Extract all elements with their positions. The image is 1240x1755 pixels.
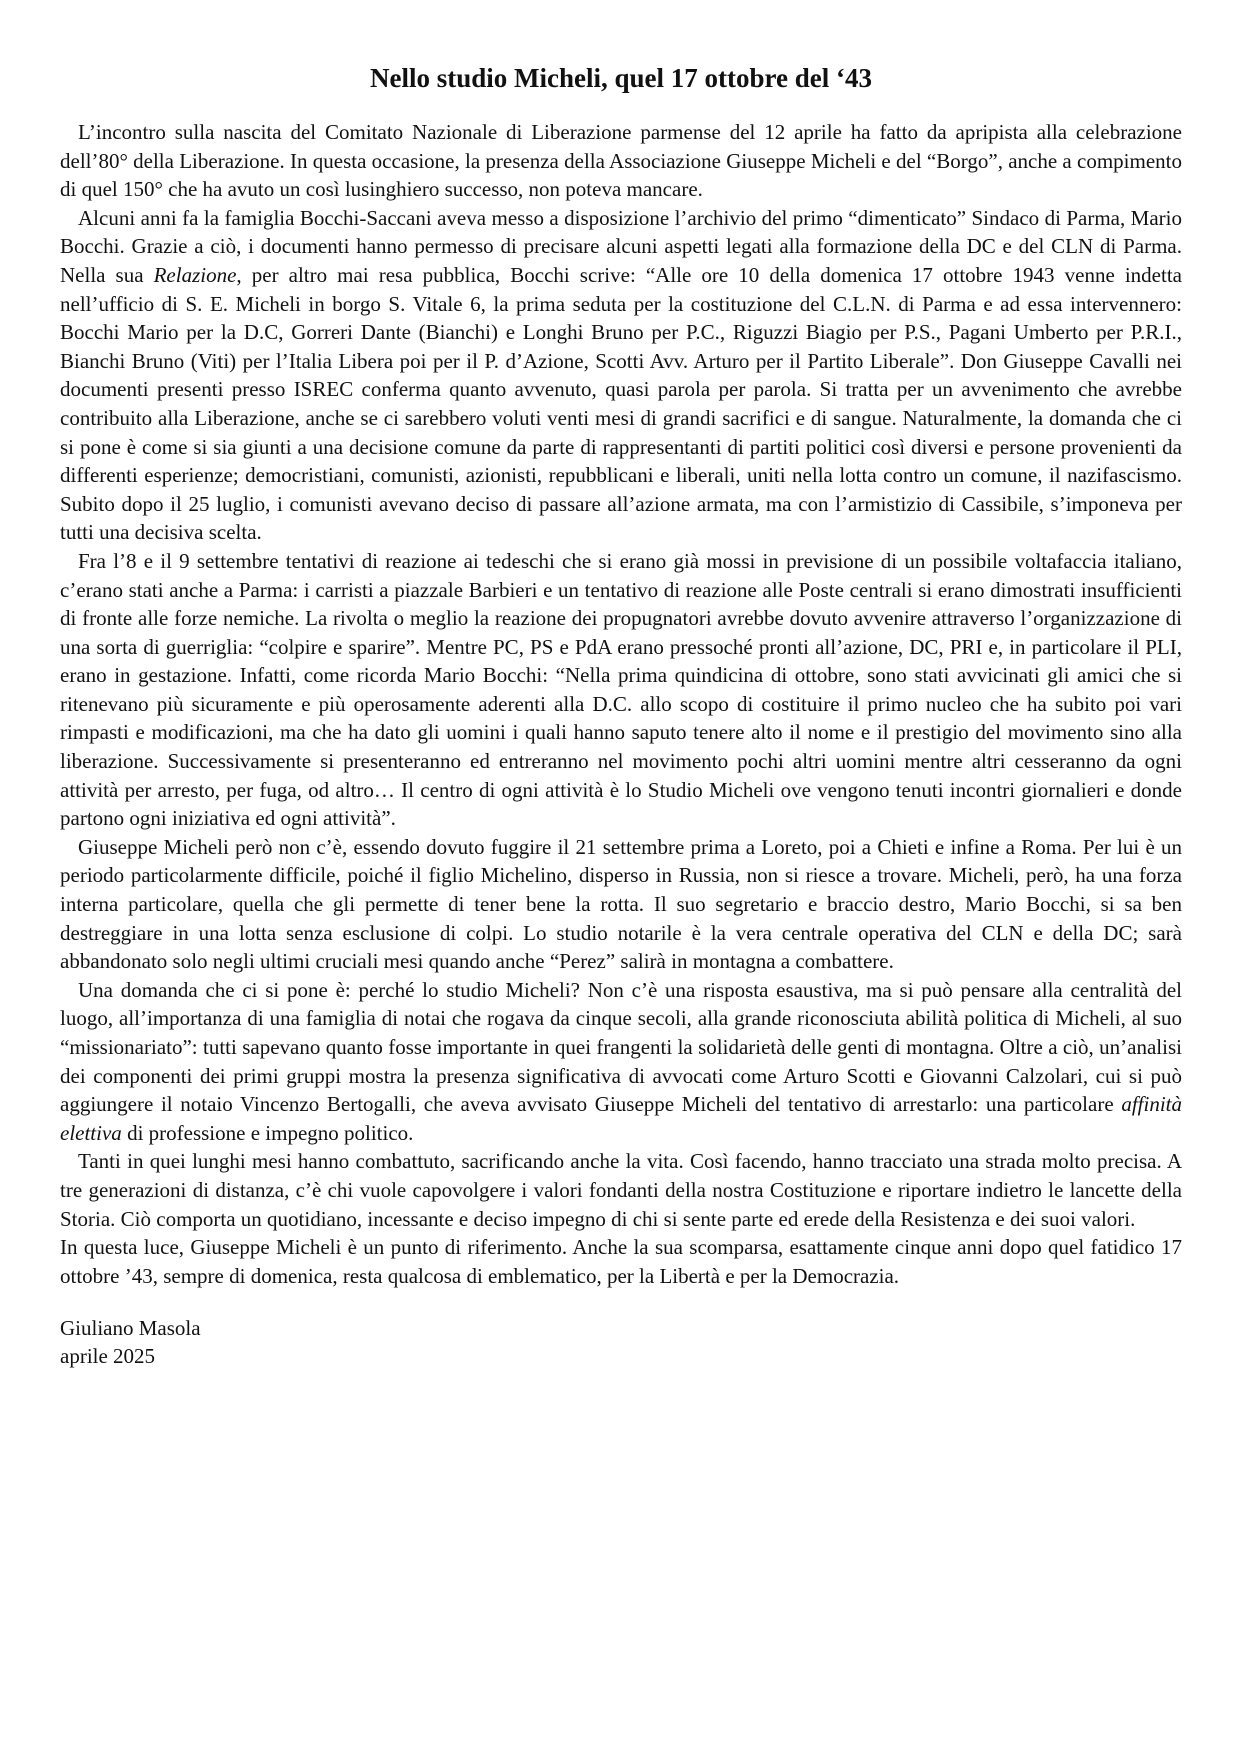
paragraph-5-italic: affinità elettiva [60, 1092, 1182, 1145]
paragraph-4 [60, 833, 1182, 976]
paragraph-2-italic: Relazione [153, 262, 237, 287]
signature-block [60, 1314, 1182, 1370]
paragraph-3 [60, 547, 1182, 833]
paragraph-1 [60, 118, 1182, 204]
paragraph-2 [60, 204, 1182, 547]
paragraph-5-text-end: di professione e impegno politico. [121, 1120, 414, 1145]
paragraph-7 [60, 1233, 1182, 1290]
paragraph-1-text: L’incontro sulla nascita del Comitato Nazionale di Liberazione parmense del 12 aprile ha fatto da apripista alla celebrazione dell’80° della Liberazione. In questa occasione, la presenza della Associazione Giuseppe Micheli e del “Borgo”, anche a compimento di quel 150° che ha avuto un così lusinghiero successo, non poteva mancare. [60, 120, 1182, 202]
paragraph-2-text-start: Alcuni anni fa la famiglia Bocchi-Saccani aveva messo a disposizione l’archivio del primo “dimenticato” Sindaco di Parma, Mario Bocchi. Grazie a ciò, i documenti hanno permesso di precisare alcuni aspetti legati alla formazione della DC e del CLN di Parma. Nella sua [60, 205, 1182, 287]
paragraph-6-text: Tanti in quei lunghi mesi hanno combattuto, sacrificando anche la vita. Così facendo, hanno tracciato una strada molto precisa. A tre generazioni di distanza, c’è chi vuole capovolgere i valori fondanti della nostra Costituzione e riportare indietro le lancette della Storia. Ciò comporta un quotidiano, incessante e deciso impegno di chi si sente parte ed erede della Resistenza e dei suoi valori. [60, 1149, 1182, 1231]
paragraph-5 [60, 976, 1182, 1148]
paragraph-6 [60, 1147, 1182, 1233]
paragraph-4-text: Giuseppe Micheli però non c’è, essendo dovuto fuggire il 21 settembre prima a Loreto, poi a Chieti e infine a Roma. Per lui è un periodo particolarmente difficile, poiché il figlio Michelino, disperso in Russia, non si riesce a trovare. Micheli, però, ha una forza interna particolare, quella che gli permette di tener bene la rotta. Il suo segretario e braccio destro, Mario Bocchi, si sa ben destreggiare in una lotta senza esclusione di colpi. Lo studio notarile è la vera centrale operativa del CLN e della DC; sarà abbandonato solo negli ultimi cruciali mesi quando anche “Perez” salirà in montagna a combattere. [60, 834, 1182, 974]
author-name: Giuliano Masola [60, 1316, 201, 1341]
article-title: Nello studio Micheli, quel 17 ottobre del ‘43 [370, 63, 872, 93]
signature-date: aprile 2025 [60, 1344, 156, 1369]
paragraph-5-text-start: Una domanda che ci si pone è: perché lo studio Micheli? Non c’è una risposta esaustiva, ma si può pensare alla centralità del luogo, all’importanza di una famiglia di notai che rogava da cinque secoli, alla grande riconosciuta abilità politica di Micheli, al suo “missionariato”: tutti sapevano quanto fosse importante in quei frangenti la solidarietà delle genti di montagna. Oltre a ciò, un’analisi dei componenti dei primi gruppi mostra la presenza significativa di avvocati come Arturo Scotti e Giovanni Calzolari, cui si può aggiungere il notaio Vincenzo Bertogalli, che aveva avvisato Giuseppe Micheli del tentativo di arrestarlo: una particolare [60, 977, 1182, 1117]
paragraph-3-text: Fra l’8 e il 9 settembre tentativi di reazione ai tedeschi che si erano già mossi in previsione di un possibile voltafaccia italiano, c’erano stati anche a Parma: i carristi a piazzale Barbieri e un tentativo di reazione alle Poste centrali si erano dimostrati insufficienti di fronte alle forze nemiche. La rivolta o meglio la reazione dei propugnatori avrebbe dovuto avvenire attraverso l’organizzazione di una sorta di guerriglia: “colpire e sparire”. Mentre PC, PS e PdA erano pressoché pronti all’azione, DC, PRI e, in particolare il PLI, erano in gestazione. Infatti, come ricorda Mario Bocchi: “Nella prima quindicina di ottobre, sono stati avvicinati gli amici che si ritenevano più sicuramente e più operosamente aderenti alla D.C. allo scopo di costituire il primo nucleo che ha subito poi vari rimpasti e modificazioni, ma che ha dato gli uomini i quali hanno saputo tenere alto il nome e il prestigio del movimento sino alla liberazione. Successivamente si presenteranno ed entreranno nel movimento pochi altri uomini mentre altri cesseranno da ogni attività per arresto, per fuga, od altro… Il centro di ogni attività è lo Studio Micheli ove vengono tenuti incontri giornalieri e donde partono ogni iniziativa ed ogni attività”. [60, 548, 1182, 831]
paragraph-7-text: In questa luce, Giuseppe Micheli è un punto di riferimento. Anche la sua scomparsa, esattamente cinque anni dopo quel fatidico 17 ottobre ’43, sempre di domenica, resta qualcosa di emblematico, per la Libertà e per la Democrazia. [60, 1235, 1182, 1288]
paragraph-2-text-end: , per altro mai resa pubblica, Bocchi scrive: “Alle ore 10 della domenica 17 ottobre 1943 venne indetta nell’ufficio di S. E. Micheli in borgo S. Vitale 6, la prima seduta per la costituzione del C.L.N. di Parma e ad essa intervennero: Bocchi Mario per la D.C, Gorreri Dante (Bianchi) e Longhi Bruno per P.C., Riguzzi Biagio per P.S., Pagani Umberto per P.R.I., Bianchi Bruno (Viti) per l’Italia Libera poi per il P. d’Azione, Scotti Avv. Arturo per il Partito Liberale”. Don Giuseppe Cavalli nei documenti presenti presso ISREC conferma quanto avvenuto, quasi parola per parola. Si tratta per un avvenimento che avrebbe contribuito alla Liberazione, anche se ci sarebbero voluti venti mesi di grandi sacrifici e di sangue. Naturalmente, la domanda che ci si pone è come si sia giunti a una decisione comune da parte di rappresentanti di partiti politici così diversi e persone provenienti da differenti esperienze; democristiani, comunisti, azionisti, repubblicani e liberali, uniti nella lotta contro un comune, il nazifascismo. Subito dopo il 25 luglio, i comunisti avevano deciso di passare all’azione armata, ma con l’armistizio di Cassibile, s’imponeva per tutti una decisiva scelta. [60, 262, 1182, 545]
article-body [60, 118, 1182, 1290]
